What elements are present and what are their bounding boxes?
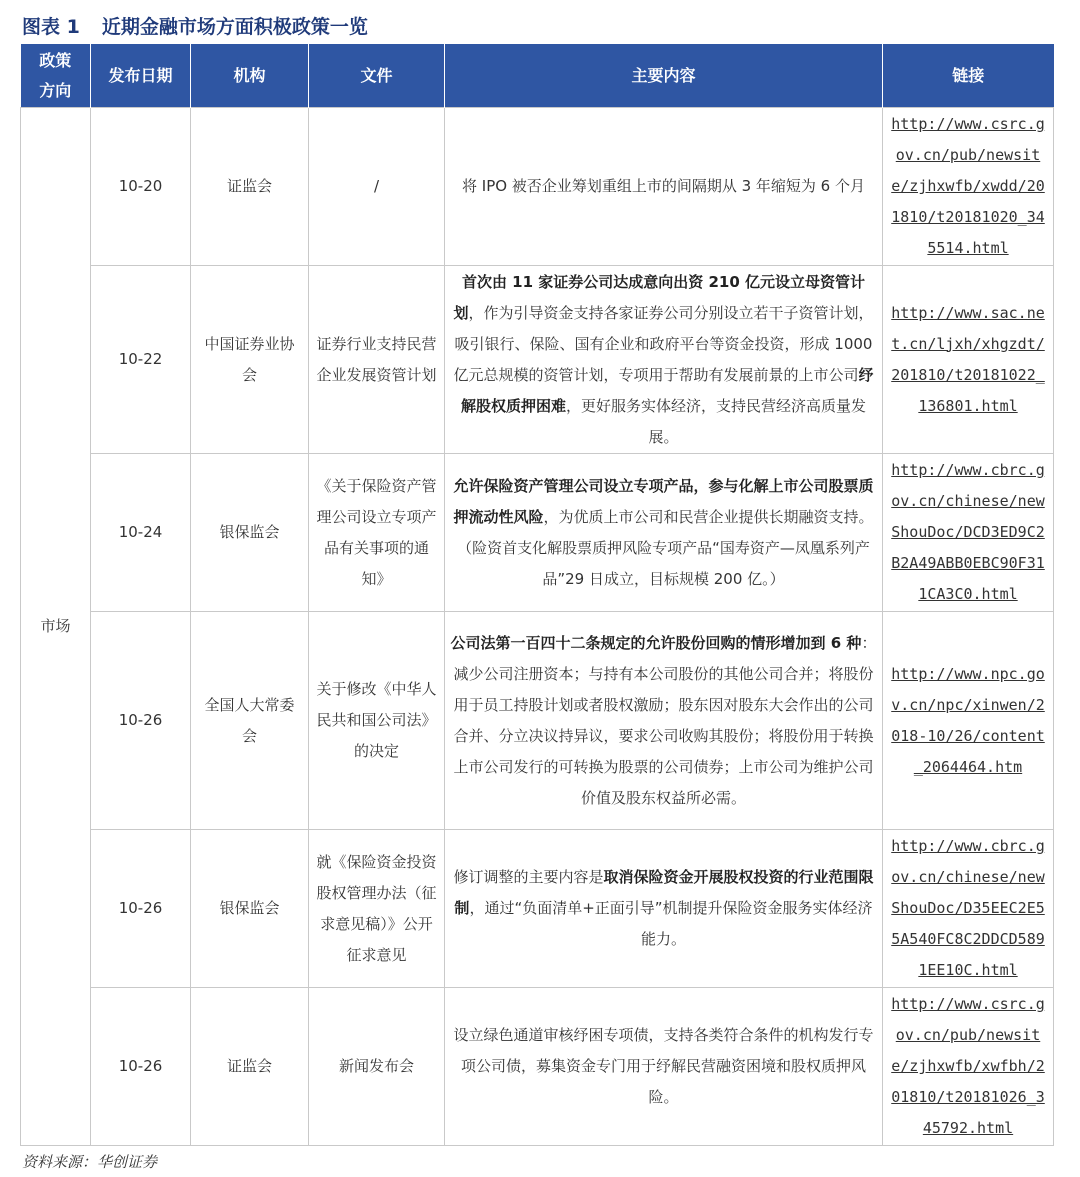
link-cell[interactable]: http://www.npc.gov.cn/npc/xinwen/2018-10/26/content_2064464.htm xyxy=(883,612,1054,830)
table-row xyxy=(21,988,1054,1146)
policy-table xyxy=(20,44,1054,1146)
content-bold-text: 公司法第一百四十二条规定的允许股份回购的情形增加到 6 种 xyxy=(450,633,862,652)
content-cell xyxy=(445,454,883,612)
header-doc: 文件 xyxy=(309,44,445,108)
figure-title-text: 近期金融市场方面积极政策一览 xyxy=(101,16,368,38)
content-cell xyxy=(445,108,883,266)
link-cell[interactable]: http://www.cbrc.gov.cn/chinese/newShouDoc/DCD3ED9C2B2A49ABB0EBC90F311CA3C0.html xyxy=(883,454,1054,612)
content-bold-text: 取消保险资金开展股权投资的行业范围限制 xyxy=(454,868,874,917)
direction-cell: 市场 xyxy=(21,108,91,1146)
content-text: 将 IPO 被否企业筹划重组上市的间隔期从 3 年缩短为 6 个月 xyxy=(462,177,865,195)
link-cell[interactable]: http://www.cbrc.gov.cn/chinese/newShouDoc/D35EEC2E55A540FC8C2DDCD5891EE10C.html xyxy=(883,830,1054,988)
content-bold-text: 允许保险资产管理公司设立专项产品，参与化解上市公司股票质押流动性风险 xyxy=(453,476,874,526)
header-content: 主要内容 xyxy=(445,44,883,108)
org-cell: 银保监会 xyxy=(191,830,309,988)
content-cell xyxy=(445,830,883,988)
content-text: ，作为引导资金支持各家证券公司分别设立若干子资管计划，吸引银行、保险、国有企业和政府平台等资金投资，形成 1000 亿元总规模的资管计划，专项用于帮助有发展前景的上市公司 xyxy=(453,303,874,384)
date-cell: 10-22 xyxy=(91,266,191,454)
org-cell: 全国人大常委会 xyxy=(191,612,309,830)
header-direction: 政策方向 xyxy=(21,44,91,108)
content-text: ，为优质上市公司和民营企业提供长期融资支持。（险资首支化解股票质押风险专项产品“国寿资产—凤凰系列产品”29 日成立，目标规模 200 亿。） xyxy=(457,507,874,588)
org-cell: 银保监会 xyxy=(191,454,309,612)
doc-cell: 就《保险资金投资股权管理办法（征求意见稿）》公开征求意见 xyxy=(309,830,445,988)
table-row xyxy=(21,830,1054,988)
doc-cell: 《关于保险资产管理公司设立专项产品有关事项的通知》 xyxy=(309,454,445,612)
link-cell[interactable]: http://www.csrc.gov.cn/pub/newsite/zjhxwfb/xwfbh/201810/t20181026_345792.html xyxy=(883,988,1054,1146)
date-cell: 10-26 xyxy=(91,830,191,988)
content-bold-text: 纾解股权质押困难 xyxy=(460,365,874,415)
source-note: 资料来源：华创证券 xyxy=(22,1153,158,1171)
header-link: 链接 xyxy=(883,44,1054,108)
content-text: ，通过“负面清单+正面引导”机制提升保险资金服务实体经济能力。 xyxy=(469,899,873,948)
org-cell: 证监会 xyxy=(191,988,309,1146)
content-text: ：减少公司注册资本；与持有本公司股份的其他公司合并；将股份用于员工持股计划或者股权激励；股东因对股东大会作出的公司合并、分立决议持异议，要求公司收购其股份；将股份用于转换上市公司发行的可转换为股票的公司债券；上市公司为维护公司价值及股东权益所必需。 xyxy=(453,633,877,807)
header-date: 发布日期 xyxy=(91,44,191,108)
content-text: 设立绿色通道审核纾困专项债，支持各类符合条件的机构发行专项公司债，募集资金专门用于纾解民营融资困境和股权质押风险。 xyxy=(453,1026,874,1106)
table-row xyxy=(21,454,1054,612)
link-cell[interactable]: http://www.csrc.gov.cn/pub/newsite/zjhxwfb/xwdd/201810/t20181020_345514.html xyxy=(883,108,1054,266)
content-cell xyxy=(445,612,883,830)
date-cell: 10-24 xyxy=(91,454,191,612)
figure-title xyxy=(22,12,368,42)
org-cell: 中国证券业协会 xyxy=(191,266,309,454)
content-cell xyxy=(445,988,883,1146)
date-cell: 10-26 xyxy=(91,988,191,1146)
table-row xyxy=(21,266,1054,454)
content-text: ，更好服务实体经济，支持民营经济高质量发展。 xyxy=(566,396,867,446)
table-row xyxy=(21,108,1054,266)
doc-cell: 证券行业支持民营企业发展资管计划 xyxy=(309,266,445,454)
org-cell: 证监会 xyxy=(191,108,309,266)
date-cell: 10-26 xyxy=(91,612,191,830)
link-cell[interactable]: http://www.sac.net.cn/ljxh/xhgzdt/201810/t20181022_136801.html xyxy=(883,266,1054,454)
doc-cell: 新闻发布会 xyxy=(309,988,445,1146)
table-row xyxy=(21,612,1054,830)
date-cell: 10-20 xyxy=(91,108,191,266)
content-cell xyxy=(445,266,883,454)
doc-cell: / xyxy=(309,108,445,266)
content-bold-text: 首次由 11 家证券公司达成意向出资 210 亿元设立母资管计划 xyxy=(453,272,866,322)
figure-number: 图表 1 xyxy=(22,16,80,38)
content-text: 修订调整的主要内容是 xyxy=(453,868,604,886)
doc-cell: 关于修改《中华人民共和国公司法》的决定 xyxy=(309,612,445,830)
header-org: 机构 xyxy=(191,44,309,108)
header-row xyxy=(21,44,1054,108)
